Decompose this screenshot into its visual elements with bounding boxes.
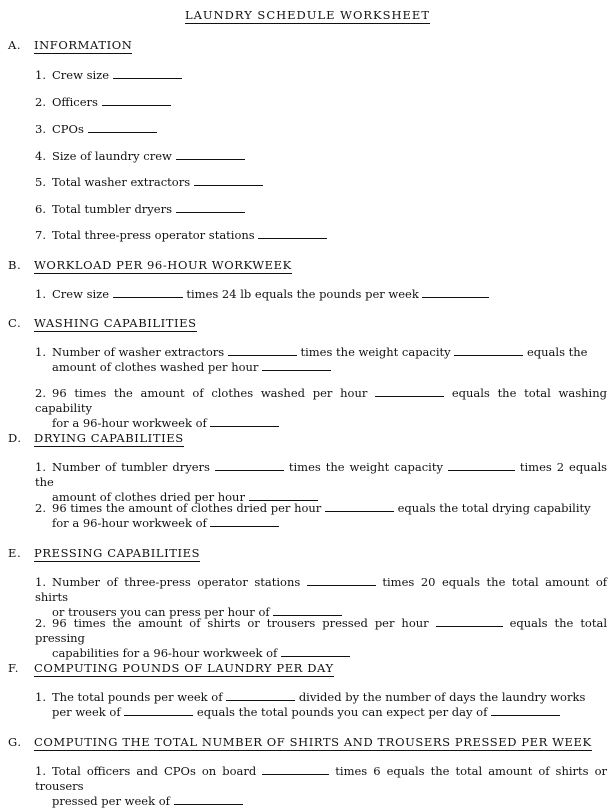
list-item: 1. The total pounds per week of divided by the number of days the laundry works per week of equals the total pounds you can expect per day of: [35, 690, 586, 719]
section-g-heading: G. COMPUTING THE TOTAL NUMBER OF SHIRTS AND TROUSERS PRESSED PER WEEK: [8, 735, 592, 749]
section-c-heading: C. WASHING CAPABILITIES: [8, 316, 197, 330]
blank-field[interactable]: [194, 175, 263, 186]
list-item: 2. Officers: [35, 95, 607, 110]
blank-field[interactable]: [448, 460, 515, 471]
blank-field[interactable]: [262, 360, 331, 371]
blank-field[interactable]: [249, 490, 318, 501]
list-item: 1. Number of tumbler dryers times the weight capacity times 2 equals the amount of clothes dried per hour: [35, 460, 608, 504]
blank-field[interactable]: [210, 516, 279, 527]
list-item: 4. Size of laundry crew: [35, 149, 607, 164]
blank-field[interactable]: [375, 386, 444, 397]
blank-field[interactable]: [226, 690, 295, 701]
section-f-heading: F. COMPUTING POUNDS OF LAUNDRY PER DAY: [8, 661, 334, 675]
blank-field[interactable]: [262, 764, 329, 775]
list-item: 1. Crew size: [35, 68, 607, 83]
blank-field[interactable]: [113, 68, 182, 79]
blank-field[interactable]: [210, 416, 279, 427]
list-item: 7. Total three-press operator stations: [35, 228, 607, 243]
blank-field[interactable]: [124, 705, 193, 716]
blank-field[interactable]: [436, 616, 503, 627]
list-item: 2. 96 times the amount of shirts or trousers pressed per hour equals the total pressing capabilities for a 96-hour workweek of: [35, 616, 608, 660]
list-item: 1. Crew size times 24 lb equals the pounds per week: [35, 287, 607, 302]
list-item: 2. 96 times the amount of clothes dried per hour equals the total drying capability for a 96-hour workweek of: [35, 501, 591, 530]
blank-field[interactable]: [273, 605, 342, 616]
blank-field[interactable]: [215, 460, 284, 471]
section-d-heading: D. DRYING CAPABILITIES: [8, 431, 184, 445]
blank-field[interactable]: [491, 705, 560, 716]
section-e-heading: E. PRESSING CAPABILITIES: [8, 546, 201, 560]
blank-field[interactable]: [454, 345, 523, 356]
blank-field[interactable]: [174, 794, 243, 805]
blank-field[interactable]: [113, 287, 183, 298]
blank-field[interactable]: [422, 287, 489, 298]
blank-field[interactable]: [258, 228, 327, 239]
list-item: 1. Total officers and CPOs on board times 6 equals the total amount of shirts or trousers pressed per week of: [35, 764, 608, 808]
list-item: 1. Number of three-press operator stations times 20 equals the total amount of shirts or trousers you can press per hour of: [35, 575, 608, 619]
list-item: 3. CPOs: [35, 122, 607, 137]
blank-field[interactable]: [102, 95, 171, 106]
list-item: 6. Total tumbler dryers: [35, 202, 607, 217]
list-item: 1. Number of washer extractors times the weight capacity equals the amount of clothes washed per hour: [35, 345, 588, 374]
list-item: 5. Total washer extractors: [35, 175, 607, 190]
blank-field[interactable]: [176, 149, 245, 160]
blank-field[interactable]: [281, 646, 350, 657]
blank-field[interactable]: [307, 575, 376, 586]
section-b-heading: B. WORKLOAD PER 96-HOUR WORKWEEK: [8, 258, 292, 272]
list-item: 2. 96 times the amount of clothes washed per hour equals the total washing capability for a 96-hour workweek of: [35, 386, 608, 430]
blank-field[interactable]: [325, 501, 394, 512]
worksheet-title: LAUNDRY SCHEDULE WORKSHEET: [184, 8, 431, 22]
blank-field[interactable]: [176, 202, 245, 213]
blank-field[interactable]: [228, 345, 297, 356]
section-a-heading: A. INFORMATION: [8, 38, 133, 52]
blank-field[interactable]: [88, 122, 157, 133]
